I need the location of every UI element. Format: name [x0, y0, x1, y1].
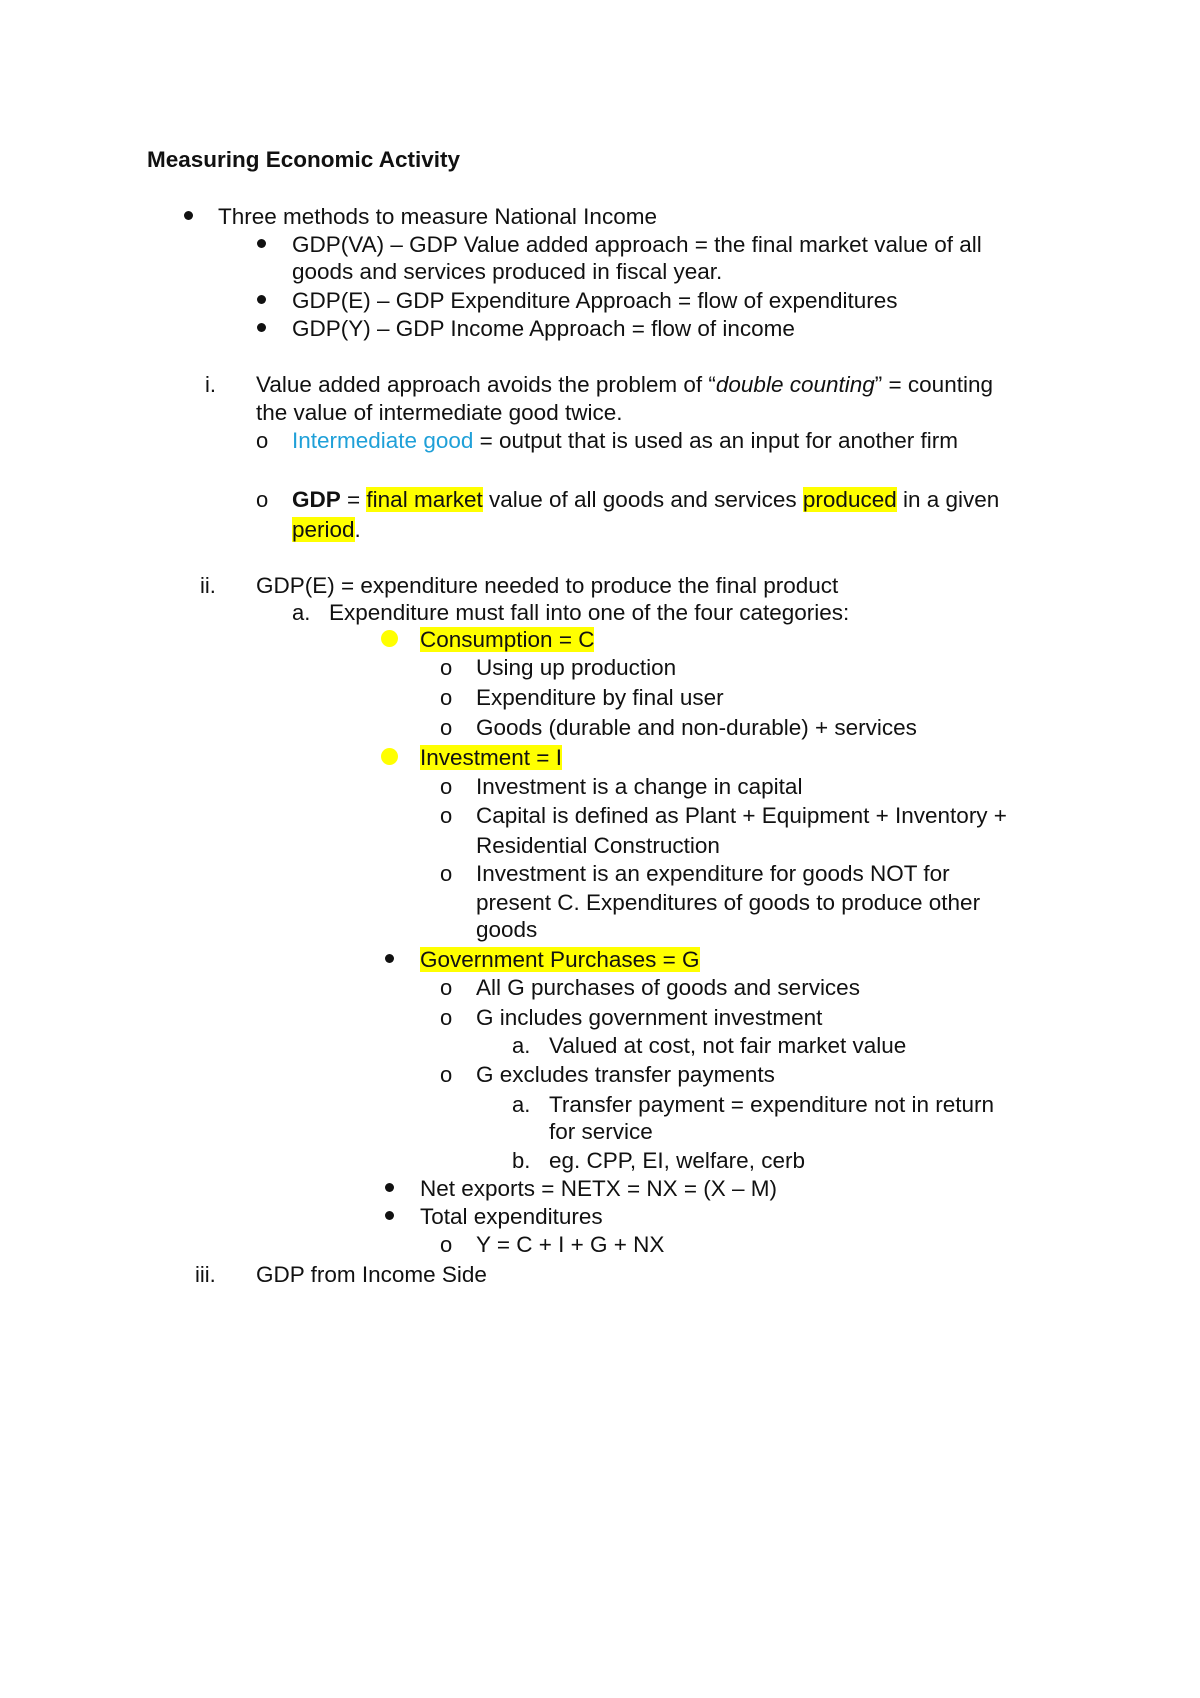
- section-i-marker: i.: [205, 372, 216, 397]
- circle-bullet-icon: o: [440, 1005, 453, 1030]
- investment-item1: Investment is a change in capital: [476, 774, 803, 799]
- bullet-icon: [257, 295, 266, 304]
- investment-item2-line2: Residential Construction: [476, 833, 720, 858]
- bullet-icon: [385, 752, 394, 761]
- bullet-icon: [385, 634, 394, 643]
- government-label: Government Purchases = G: [420, 947, 700, 972]
- consumption-item: Goods (durable and non-durable) + services: [476, 715, 917, 740]
- government-label-line: [420, 946, 700, 974]
- section-ii-line: GDP(E) = expenditure needed to produce the final product: [256, 573, 839, 598]
- method-e-line: GDP(E) – GDP Expenditure Approach = flow of expenditures: [292, 288, 898, 313]
- gdp-definition-line1: [292, 486, 999, 514]
- circle-bullet-icon: o: [440, 975, 453, 1000]
- gdp-term: GDP: [292, 487, 341, 512]
- bullet-icon: [184, 211, 193, 220]
- circle-bullet-icon: o: [440, 685, 453, 710]
- circle-bullet-icon: o: [440, 655, 453, 680]
- section-ii-marker: ii.: [200, 573, 216, 598]
- investment-item2-line1: Capital is defined as Plant + Equipment + Inventory +: [476, 803, 1007, 828]
- section-i-line1-post: ” = counting: [874, 372, 993, 397]
- consumption-label: Consumption = C: [420, 627, 595, 652]
- bullet-icon: [257, 323, 266, 332]
- page-title: Measuring Economic Activity: [147, 147, 460, 172]
- investment-label: Investment = I: [420, 745, 562, 770]
- government-item2: G includes government investment: [476, 1005, 823, 1030]
- consumption-label-line: [420, 626, 594, 654]
- period-highlight: period: [292, 517, 355, 542]
- government-item3-a-line1: Transfer payment = expenditure not in return: [549, 1092, 995, 1117]
- government-item3-a-line2: for service: [549, 1119, 653, 1144]
- produced-highlight: produced: [802, 487, 897, 512]
- method-y-line: GDP(Y) – GDP Income Approach = flow of income: [292, 316, 795, 341]
- bullet-icon: [385, 1211, 394, 1220]
- government-item3-b: eg. CPP, EI, welfare, cerb: [549, 1148, 805, 1173]
- consumption-item: Expenditure by final user: [476, 685, 724, 710]
- gdp-definition-line2: [292, 516, 361, 544]
- total-expenditures-formula: Y = C + I + G + NX: [476, 1232, 665, 1257]
- government-item2-a-marker: a.: [512, 1033, 531, 1058]
- net-exports-line: Net exports = NETX = NX = (X – M): [420, 1176, 777, 1201]
- section-i-line2: the value of intermediate good twice.: [256, 400, 623, 425]
- circle-bullet-icon: o: [440, 774, 453, 799]
- government-item3: G excludes transfer payments: [476, 1062, 775, 1087]
- investment-item3-line3: goods: [476, 917, 538, 942]
- government-item2-a: Valued at cost, not fair market value: [549, 1033, 907, 1058]
- method-va-line1: GDP(VA) – GDP Value added approach = the final market value of all: [292, 232, 982, 257]
- circle-bullet-icon: o: [440, 1062, 453, 1087]
- circle-bullet-icon: o: [440, 803, 453, 828]
- section-i-line1: [256, 371, 993, 399]
- intermediate-good-def: = output that is used as an input for another firm: [473, 428, 959, 453]
- investment-item3-line2: present C. Expenditures of goods to produce other: [476, 890, 981, 915]
- circle-bullet-icon: o: [256, 487, 269, 512]
- section-iii-line: GDP from Income Side: [256, 1262, 487, 1287]
- bullet-icon: [385, 954, 394, 963]
- method-va-line2: goods and services produced in fiscal year.: [292, 259, 723, 284]
- gdp-eq: =: [340, 487, 367, 512]
- government-item3-b-marker: b.: [512, 1148, 531, 1173]
- total-expenditures-label: Total expenditures: [420, 1204, 603, 1229]
- circle-bullet-icon: o: [440, 715, 453, 740]
- government-item3-a-marker: a.: [512, 1092, 531, 1117]
- circle-bullet-icon: o: [440, 1232, 453, 1257]
- section-ii-a-line: Expenditure must fall into one of the four categories:: [329, 600, 850, 625]
- government-item1: All G purchases of goods and services: [476, 975, 860, 1000]
- consumption-item: Using up production: [476, 655, 677, 680]
- investment-label-line: [420, 744, 562, 772]
- gdp-post: in a given: [896, 487, 1000, 512]
- bullet-icon: [257, 239, 266, 248]
- circle-bullet-icon: o: [440, 861, 453, 886]
- section-ii-a-marker: a.: [292, 600, 311, 625]
- gdp-mid: value of all goods and services: [482, 487, 803, 512]
- final-market-highlight: final market: [366, 487, 483, 512]
- intermediate-good-line: [292, 427, 958, 455]
- gdp-end: .: [354, 517, 361, 542]
- section-iii-marker: iii.: [195, 1262, 216, 1287]
- investment-item3-line1: Investment is an expenditure for goods NOT for: [476, 861, 950, 886]
- methods-heading: Three methods to measure National Income: [218, 204, 657, 229]
- circle-bullet-icon: o: [256, 428, 269, 453]
- bullet-icon: [385, 1183, 394, 1192]
- double-counting-term: double counting: [715, 372, 875, 397]
- intermediate-good-term: Intermediate good: [292, 428, 474, 453]
- section-i-line1-pre: Value added approach avoids the problem of “: [256, 372, 716, 397]
